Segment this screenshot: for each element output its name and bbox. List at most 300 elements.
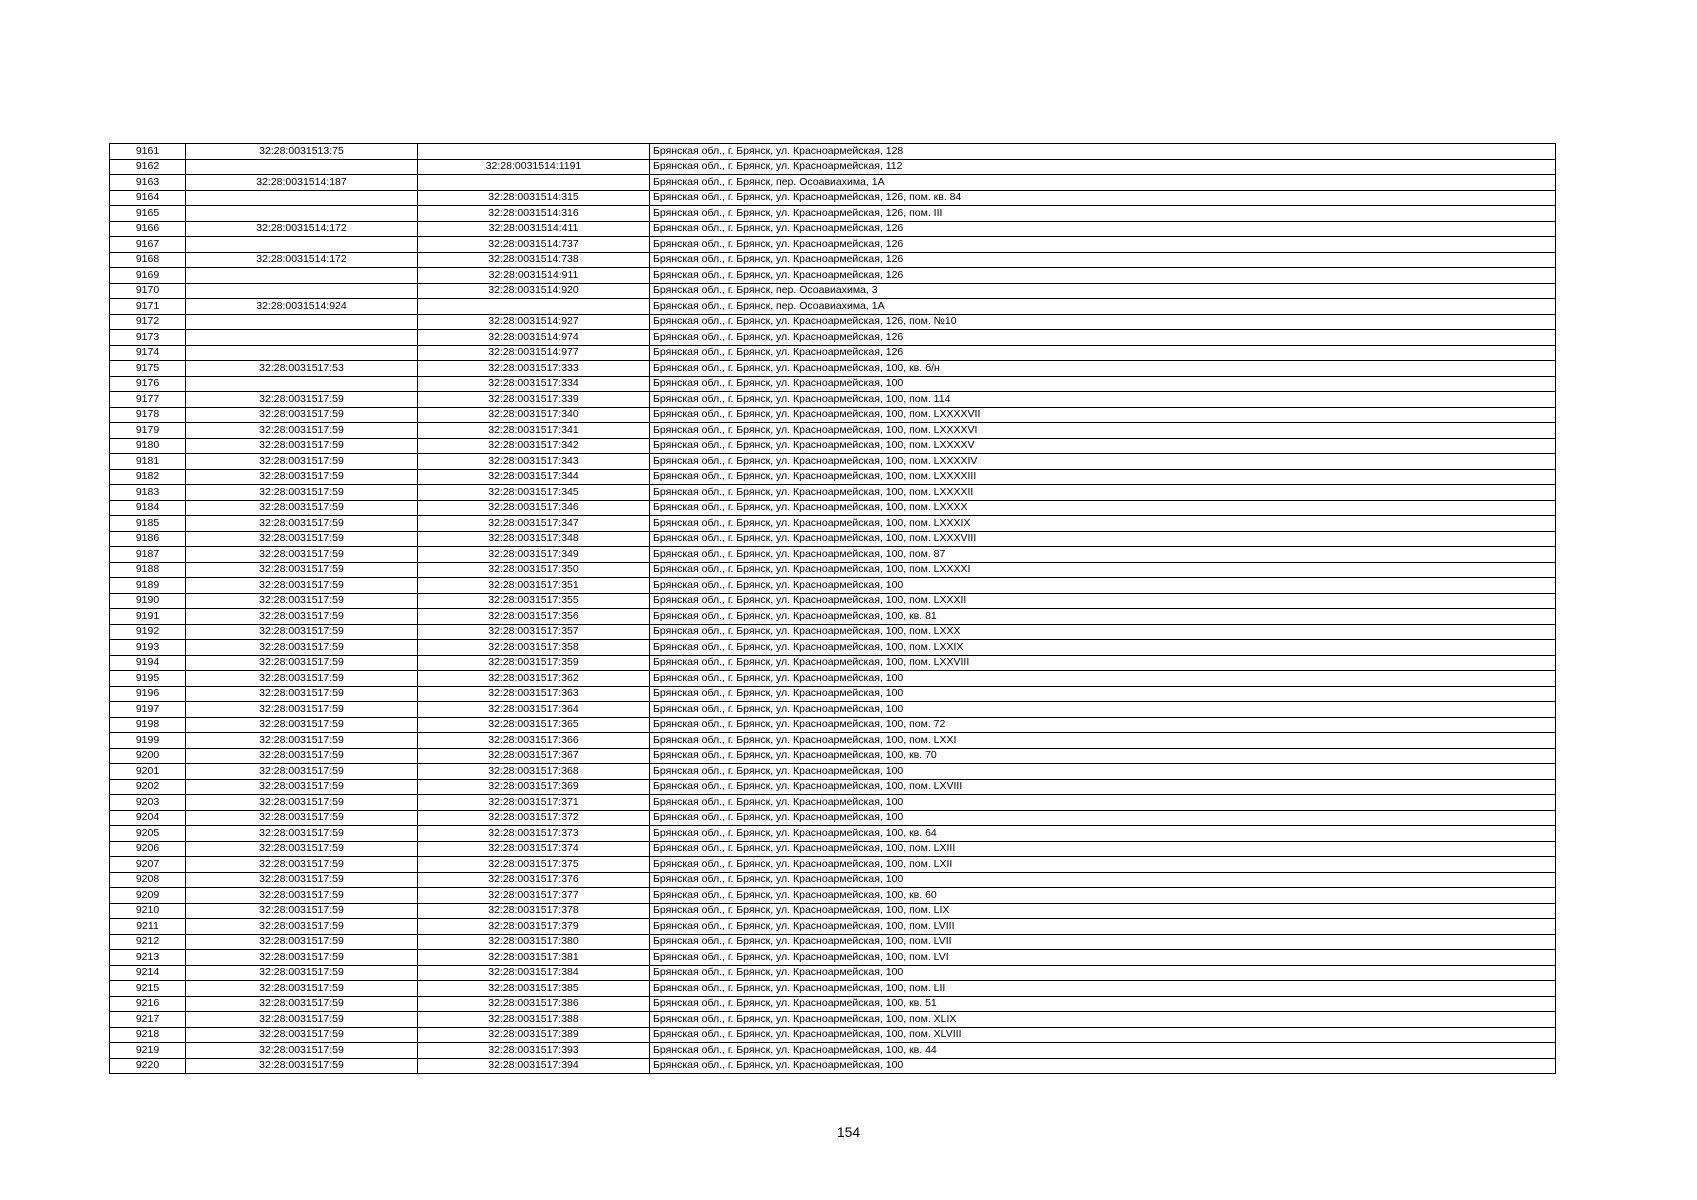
table-row [110,733,1556,749]
table-row [110,950,1556,966]
cadastral-number-1-cell: 32:28:0031517:59 [186,547,418,563]
address-cell: Брянская обл., г. Брянск, ул. Красноармейская, 100, пом. LXXXXIII [650,469,1556,485]
address-cell: Брянская обл., г. Брянск, ул. Красноармейская, 100 [650,764,1556,780]
table-row [110,965,1556,981]
cadastral-number-1-cell: 32:28:0031517:59 [186,562,418,578]
row-number-cell: 9196 [110,686,186,702]
cadastral-number-1-cell: 32:28:0031517:59 [186,826,418,842]
cadastral-number-2-cell: 32:28:0031517:393 [418,1043,650,1059]
cadastral-number-2-cell: 32:28:0031514:315 [418,190,650,206]
address-cell: Брянская обл., г. Брянск, ул. Красноармейская, 100 [650,578,1556,594]
row-number-cell: 9178 [110,407,186,423]
row-number-cell: 9219 [110,1043,186,1059]
cadastral-number-1-cell [186,268,418,284]
cadastral-number-1-cell: 32:28:0031517:59 [186,531,418,547]
cadastral-number-2-cell: 32:28:0031517:377 [418,888,650,904]
cadastral-number-2-cell: 32:28:0031517:394 [418,1058,650,1074]
row-number-cell: 9162 [110,159,186,175]
table-row [110,283,1556,299]
cadastral-number-1-cell: 32:28:0031517:59 [186,671,418,687]
row-number-cell: 9170 [110,283,186,299]
address-cell: Брянская обл., г. Брянск, ул. Красноармейская, 100, пом. 87 [650,547,1556,563]
address-cell: Брянская обл., г. Брянск, ул. Красноармейская, 100, пом. LXXI [650,733,1556,749]
address-cell: Брянская обл., г. Брянск, ул. Красноармейская, 100 [650,872,1556,888]
row-number-cell: 9214 [110,965,186,981]
address-cell: Брянская обл., г. Брянск, ул. Красноармейская, 100 [650,1058,1556,1074]
cadastral-number-1-cell: 32:28:0031517:59 [186,485,418,501]
table-row [110,872,1556,888]
table-row [110,996,1556,1012]
cadastral-number-2-cell: 32:28:0031517:369 [418,779,650,795]
cadastral-number-1-cell: 32:28:0031517:59 [186,795,418,811]
cadastral-number-1-cell: 32:28:0031517:59 [186,469,418,485]
cadastral-number-2-cell: 32:28:0031514:977 [418,345,650,361]
table-row [110,655,1556,671]
table-row [110,748,1556,764]
cadastral-number-1-cell [186,345,418,361]
table-row [110,159,1556,175]
table-row [110,392,1556,408]
table-row [110,361,1556,377]
cadastral-number-1-cell: 32:28:0031517:59 [186,919,418,935]
cadastral-number-1-cell: 32:28:0031517:59 [186,934,418,950]
cadastral-number-1-cell: 32:28:0031517:59 [186,965,418,981]
row-number-cell: 9210 [110,903,186,919]
row-number-cell: 9164 [110,190,186,206]
table-row [110,810,1556,826]
cadastral-number-1-cell: 32:28:0031517:53 [186,361,418,377]
cadastral-number-2-cell: 32:28:0031517:359 [418,655,650,671]
row-number-cell: 9176 [110,376,186,392]
address-cell: Брянская обл., г. Брянск, пер. Осоавиахима, 1А [650,299,1556,315]
cadastral-number-2-cell: 32:28:0031514:411 [418,221,650,237]
cadastral-number-1-cell: 32:28:0031514:187 [186,175,418,191]
row-number-cell: 9188 [110,562,186,578]
cadastral-number-1-cell: 32:28:0031517:59 [186,407,418,423]
row-number-cell: 9180 [110,438,186,454]
cadastral-number-2-cell: 32:28:0031517:385 [418,981,650,997]
cadastral-number-1-cell: 32:28:0031517:59 [186,609,418,625]
table-row [110,547,1556,563]
row-number-cell: 9182 [110,469,186,485]
cadastral-number-2-cell: 32:28:0031517:389 [418,1027,650,1043]
row-number-cell: 9168 [110,252,186,268]
address-cell: Брянская обл., г. Брянск, ул. Красноармейская, 112 [650,159,1556,175]
row-number-cell: 9201 [110,764,186,780]
cadastral-number-1-cell: 32:28:0031517:59 [186,423,418,439]
cadastral-number-1-cell [186,283,418,299]
table-row [110,1027,1556,1043]
cadastral-number-2-cell: 32:28:0031517:367 [418,748,650,764]
table-row [110,686,1556,702]
cadastral-number-1-cell: 32:28:0031517:59 [186,702,418,718]
row-number-cell: 9218 [110,1027,186,1043]
row-number-cell: 9216 [110,996,186,1012]
address-cell: Брянская обл., г. Брянск, ул. Красноармейская, 100, кв. 60 [650,888,1556,904]
table-row [110,888,1556,904]
row-number-cell: 9213 [110,950,186,966]
address-cell: Брянская обл., г. Брянск, ул. Красноармейская, 100, пом. LXXXXVII [650,407,1556,423]
row-number-cell: 9203 [110,795,186,811]
cadastral-number-2-cell: 32:28:0031517:368 [418,764,650,780]
table-row [110,423,1556,439]
cadastral-number-2-cell: 32:28:0031517:364 [418,702,650,718]
cadastral-table [109,143,1556,1074]
table-row [110,469,1556,485]
cadastral-number-2-cell: 32:28:0031514:737 [418,237,650,253]
cadastral-number-1-cell: 32:28:0031517:59 [186,981,418,997]
address-cell: Брянская обл., г. Брянск, ул. Красноармейская, 126 [650,345,1556,361]
table-row [110,376,1556,392]
cadastral-number-1-cell: 32:28:0031517:59 [186,1027,418,1043]
cadastral-number-1-cell [186,237,418,253]
cadastral-number-2-cell: 32:28:0031514:1191 [418,159,650,175]
cadastral-number-1-cell [186,330,418,346]
cadastral-number-2-cell: 32:28:0031514:974 [418,330,650,346]
address-cell: Брянская обл., г. Брянск, ул. Красноармейская, 126, пом. III [650,206,1556,222]
address-cell: Брянская обл., г. Брянск, ул. Красноармейская, 100, пом. XLVIII [650,1027,1556,1043]
table-row [110,454,1556,470]
table-row [110,314,1556,330]
cadastral-number-1-cell: 32:28:0031517:59 [186,903,418,919]
cadastral-number-1-cell: 32:28:0031517:59 [186,888,418,904]
row-number-cell: 9220 [110,1058,186,1074]
table-row [110,981,1556,997]
row-number-cell: 9183 [110,485,186,501]
address-cell: Брянская обл., г. Брянск, ул. Красноармейская, 100, пом. XLIX [650,1012,1556,1028]
address-cell: Брянская обл., г. Брянск, ул. Красноармейская, 100, пом. LIX [650,903,1556,919]
cadastral-number-2-cell [418,175,650,191]
address-cell: Брянская обл., г. Брянск, пер. Осоавиахима, 3 [650,283,1556,299]
address-cell: Брянская обл., г. Брянск, ул. Красноармейская, 100, пом. LVIII [650,919,1556,935]
cadastral-number-1-cell [186,190,418,206]
address-cell: Брянская обл., г. Брянск, ул. Красноармейская, 128 [650,144,1556,160]
address-cell: Брянская обл., г. Брянск, ул. Красноармейская, 100, пом. 114 [650,392,1556,408]
cadastral-number-2-cell: 32:28:0031517:380 [418,934,650,950]
cadastral-number-2-cell: 32:28:0031514:927 [418,314,650,330]
table-row [110,1043,1556,1059]
row-number-cell: 9209 [110,888,186,904]
row-number-cell: 9172 [110,314,186,330]
cadastral-number-1-cell: 32:28:0031517:59 [186,578,418,594]
table-row [110,252,1556,268]
cadastral-number-2-cell: 32:28:0031517:384 [418,965,650,981]
address-cell: Брянская обл., г. Брянск, ул. Красноармейская, 126 [650,221,1556,237]
row-number-cell: 9161 [110,144,186,160]
row-number-cell: 9169 [110,268,186,284]
table-row [110,578,1556,594]
table-row [110,175,1556,191]
cadastral-number-2-cell: 32:28:0031517:374 [418,841,650,857]
address-cell: Брянская обл., г. Брянск, ул. Красноармейская, 100, пом. LXXXXV [650,438,1556,454]
address-cell: Брянская обл., г. Брянск, ул. Красноармейская, 126 [650,330,1556,346]
cadastral-number-1-cell: 32:28:0031517:59 [186,438,418,454]
address-cell: Брянская обл., г. Брянск, ул. Красноармейская, 100, пом. LXIII [650,841,1556,857]
row-number-cell: 9177 [110,392,186,408]
address-cell: Брянская обл., г. Брянск, ул. Красноармейская, 100, пом. LXXXIX [650,516,1556,532]
address-cell: Брянская обл., г. Брянск, ул. Красноармейская, 100, пом. LII [650,981,1556,997]
address-cell: Брянская обл., г. Брянск, ул. Красноармейская, 100, кв. 44 [650,1043,1556,1059]
cadastral-number-2-cell: 32:28:0031517:348 [418,531,650,547]
row-number-cell: 9194 [110,655,186,671]
address-cell: Брянская обл., г. Брянск, ул. Красноармейская, 100, пом. LXII [650,857,1556,873]
cadastral-number-2-cell: 32:28:0031517:341 [418,423,650,439]
cadastral-number-2-cell: 32:28:0031517:388 [418,1012,650,1028]
cadastral-number-1-cell [186,376,418,392]
row-number-cell: 9207 [110,857,186,873]
row-number-cell: 9217 [110,1012,186,1028]
cadastral-number-2-cell: 32:28:0031517:347 [418,516,650,532]
row-number-cell: 9202 [110,779,186,795]
table-row [110,702,1556,718]
row-number-cell: 9212 [110,934,186,950]
cadastral-number-2-cell: 32:28:0031517:366 [418,733,650,749]
cadastral-number-2-cell: 32:28:0031517:345 [418,485,650,501]
table-row [110,609,1556,625]
cadastral-number-2-cell: 32:28:0031517:376 [418,872,650,888]
address-cell: Брянская обл., г. Брянск, ул. Красноармейская, 100 [650,376,1556,392]
table-row [110,190,1556,206]
cadastral-number-2-cell: 32:28:0031517:381 [418,950,650,966]
row-number-cell: 9189 [110,578,186,594]
table-body [110,144,1556,1074]
row-number-cell: 9185 [110,516,186,532]
cadastral-number-1-cell: 32:28:0031517:59 [186,593,418,609]
cadastral-number-2-cell: 32:28:0031517:349 [418,547,650,563]
row-number-cell: 9198 [110,717,186,733]
cadastral-number-1-cell: 32:28:0031517:59 [186,748,418,764]
table-row [110,934,1556,950]
cadastral-number-2-cell: 32:28:0031514:911 [418,268,650,284]
row-number-cell: 9199 [110,733,186,749]
address-cell: Брянская обл., г. Брянск, пер. Осоавиахима, 1А [650,175,1556,191]
table-row [110,826,1556,842]
table-row [110,345,1556,361]
cadastral-number-2-cell: 32:28:0031517:375 [418,857,650,873]
cadastral-number-2-cell: 32:28:0031517:372 [418,810,650,826]
cadastral-number-1-cell: 32:28:0031517:59 [186,500,418,516]
address-cell: Брянская обл., г. Брянск, ул. Красноармейская, 100, пом. LXXXII [650,593,1556,609]
table-row [110,671,1556,687]
cadastral-number-1-cell: 32:28:0031517:59 [186,717,418,733]
table-row [110,1012,1556,1028]
address-cell: Брянская обл., г. Брянск, ул. Красноармейская, 126, пом. №10 [650,314,1556,330]
row-number-cell: 9195 [110,671,186,687]
cadastral-number-2-cell: 32:28:0031517:342 [418,438,650,454]
address-cell: Брянская обл., г. Брянск, ул. Красноармейская, 100, пом. LXXXXII [650,485,1556,501]
address-cell: Брянская обл., г. Брянск, ул. Красноармейская, 100, кв. 70 [650,748,1556,764]
table-row [110,919,1556,935]
address-cell: Брянская обл., г. Брянск, ул. Красноармейская, 100, пом. LXXXXI [650,562,1556,578]
row-number-cell: 9193 [110,640,186,656]
cadastral-number-2-cell: 32:28:0031514:316 [418,206,650,222]
cadastral-number-2-cell: 32:28:0031517:339 [418,392,650,408]
address-cell: Брянская обл., г. Брянск, ул. Красноармейская, 100 [650,795,1556,811]
cadastral-number-1-cell: 32:28:0031514:924 [186,299,418,315]
cadastral-number-1-cell: 32:28:0031514:172 [186,221,418,237]
row-number-cell: 9179 [110,423,186,439]
table-row [110,764,1556,780]
cadastral-number-2-cell: 32:28:0031517:379 [418,919,650,935]
row-number-cell: 9205 [110,826,186,842]
cadastral-number-2-cell: 32:28:0031517:343 [418,454,650,470]
row-number-cell: 9204 [110,810,186,826]
address-cell: Брянская обл., г. Брянск, ул. Красноармейская, 100, кв. б/н [650,361,1556,377]
table-row [110,1058,1556,1074]
row-number-cell: 9190 [110,593,186,609]
table-row [110,841,1556,857]
cadastral-number-1-cell: 32:28:0031517:59 [186,1012,418,1028]
address-cell: Брянская обл., г. Брянск, ул. Красноармейская, 100 [650,810,1556,826]
table-row [110,903,1556,919]
address-cell: Брянская обл., г. Брянск, ул. Красноармейская, 100 [650,965,1556,981]
cadastral-number-2-cell: 32:28:0031517:346 [418,500,650,516]
row-number-cell: 9166 [110,221,186,237]
address-cell: Брянская обл., г. Брянск, ул. Красноармейская, 100 [650,671,1556,687]
address-cell: Брянская обл., г. Брянск, ул. Красноармейская, 100, пом. LVI [650,950,1556,966]
cadastral-number-2-cell: 32:28:0031517:363 [418,686,650,702]
row-number-cell: 9206 [110,841,186,857]
cadastral-number-2-cell: 32:28:0031517:365 [418,717,650,733]
cadastral-number-1-cell: 32:28:0031517:59 [186,810,418,826]
cadastral-number-2-cell: 32:28:0031517:362 [418,671,650,687]
row-number-cell: 9191 [110,609,186,625]
cadastral-number-1-cell: 32:28:0031517:59 [186,454,418,470]
cadastral-number-1-cell: 32:28:0031517:59 [186,1043,418,1059]
page-number: 154 [836,1124,861,1140]
address-cell: Брянская обл., г. Брянск, ул. Красноармейская, 100, пом. LVII [650,934,1556,950]
cadastral-number-1-cell: 32:28:0031517:59 [186,996,418,1012]
row-number-cell: 9173 [110,330,186,346]
table-row [110,779,1556,795]
row-number-cell: 9167 [110,237,186,253]
cadastral-number-1-cell: 32:28:0031517:59 [186,872,418,888]
row-number-cell: 9200 [110,748,186,764]
cadastral-number-1-cell: 32:28:0031517:59 [186,686,418,702]
cadastral-number-2-cell: 32:28:0031517:373 [418,826,650,842]
cadastral-number-1-cell [186,314,418,330]
address-cell: Брянская обл., г. Брянск, ул. Красноармейская, 100, пом. LXXXXIV [650,454,1556,470]
address-cell: Брянская обл., г. Брянск, ул. Красноармейская, 100 [650,702,1556,718]
row-number-cell: 9174 [110,345,186,361]
row-number-cell: 9197 [110,702,186,718]
table-row [110,795,1556,811]
address-cell: Брянская обл., г. Брянск, ул. Красноармейская, 100, кв. 81 [650,609,1556,625]
table-row [110,485,1556,501]
table-row [110,593,1556,609]
row-number-cell: 9208 [110,872,186,888]
address-cell: Брянская обл., г. Брянск, ул. Красноармейская, 126, пом. кв. 84 [650,190,1556,206]
address-cell: Брянская обл., г. Брянск, ул. Красноармейская, 100, кв. 64 [650,826,1556,842]
cadastral-number-2-cell: 32:28:0031514:920 [418,283,650,299]
address-cell: Брянская обл., г. Брянск, ул. Красноармейская, 100, пом. LXXXXVI [650,423,1556,439]
address-cell: Брянская обл., г. Брянск, ул. Красноармейская, 100, пом. LXVIII [650,779,1556,795]
table-row [110,640,1556,656]
table-row [110,206,1556,222]
cadastral-number-1-cell: 32:28:0031517:59 [186,392,418,408]
address-cell: Брянская обл., г. Брянск, ул. Красноармейская, 100 [650,686,1556,702]
row-number-cell: 9186 [110,531,186,547]
row-number-cell: 9192 [110,624,186,640]
row-number-cell: 9215 [110,981,186,997]
cadastral-number-1-cell: 32:28:0031517:59 [186,640,418,656]
cadastral-number-2-cell [418,299,650,315]
row-number-cell: 9175 [110,361,186,377]
address-cell: Брянская обл., г. Брянск, ул. Красноармейская, 100, кв. 51 [650,996,1556,1012]
address-cell: Брянская обл., г. Брянск, ул. Красноармейская, 100, пом. LXXIX [650,640,1556,656]
table-row [110,438,1556,454]
table-row [110,562,1556,578]
table-row [110,221,1556,237]
cadastral-number-2-cell: 32:28:0031517:334 [418,376,650,392]
table-row [110,516,1556,532]
cadastral-number-2-cell: 32:28:0031517:344 [418,469,650,485]
row-number-cell: 9184 [110,500,186,516]
table-row [110,857,1556,873]
cadastral-number-1-cell: 32:28:0031513:75 [186,144,418,160]
cadastral-number-2-cell: 32:28:0031517:356 [418,609,650,625]
row-number-cell: 9211 [110,919,186,935]
table-row [110,500,1556,516]
cadastral-number-2-cell: 32:28:0031517:386 [418,996,650,1012]
cadastral-number-2-cell: 32:28:0031517:333 [418,361,650,377]
table-row [110,624,1556,640]
cadastral-number-1-cell: 32:28:0031517:59 [186,841,418,857]
row-number-cell: 9181 [110,454,186,470]
cadastral-number-2-cell: 32:28:0031517:351 [418,578,650,594]
cadastral-number-2-cell: 32:28:0031517:355 [418,593,650,609]
cadastral-number-1-cell: 32:28:0031517:59 [186,733,418,749]
cadastral-number-2-cell: 32:28:0031517:371 [418,795,650,811]
address-cell: Брянская обл., г. Брянск, ул. Красноармейская, 126 [650,237,1556,253]
address-cell: Брянская обл., г. Брянск, ул. Красноармейская, 126 [650,252,1556,268]
cadastral-number-2-cell [418,144,650,160]
cadastral-number-1-cell: 32:28:0031517:59 [186,624,418,640]
address-cell: Брянская обл., г. Брянск, ул. Красноармейская, 100, пом. LXXXVIII [650,531,1556,547]
table-row [110,531,1556,547]
table-row [110,717,1556,733]
cadastral-number-1-cell [186,159,418,175]
table-row [110,299,1556,315]
cadastral-number-1-cell [186,206,418,222]
row-number-cell: 9163 [110,175,186,191]
row-number-cell: 9187 [110,547,186,563]
address-cell: Брянская обл., г. Брянск, ул. Красноармейская, 100, пом. 72 [650,717,1556,733]
address-cell: Брянская обл., г. Брянск, ул. Красноармейская, 126 [650,268,1556,284]
cadastral-number-2-cell: 32:28:0031517:350 [418,562,650,578]
cadastral-number-1-cell: 32:28:0031517:59 [186,857,418,873]
row-number-cell: 9165 [110,206,186,222]
cadastral-number-1-cell: 32:28:0031517:59 [186,1058,418,1074]
table-row [110,268,1556,284]
row-number-cell: 9171 [110,299,186,315]
cadastral-number-2-cell: 32:28:0031514:738 [418,252,650,268]
table-row [110,237,1556,253]
cadastral-number-1-cell: 32:28:0031517:59 [186,950,418,966]
cadastral-number-1-cell: 32:28:0031517:59 [186,764,418,780]
table-row [110,330,1556,346]
cadastral-number-1-cell: 32:28:0031514:172 [186,252,418,268]
cadastral-number-1-cell: 32:28:0031517:59 [186,779,418,795]
cadastral-number-1-cell: 32:28:0031517:59 [186,516,418,532]
cadastral-number-2-cell: 32:28:0031517:378 [418,903,650,919]
cadastral-number-2-cell: 32:28:0031517:358 [418,640,650,656]
table-row [110,144,1556,160]
table-row [110,407,1556,423]
address-cell: Брянская обл., г. Брянск, ул. Красноармейская, 100, пом. LXXX [650,624,1556,640]
address-cell: Брянская обл., г. Брянск, ул. Красноармейская, 100, пом. LXXXX [650,500,1556,516]
cadastral-number-2-cell: 32:28:0031517:340 [418,407,650,423]
